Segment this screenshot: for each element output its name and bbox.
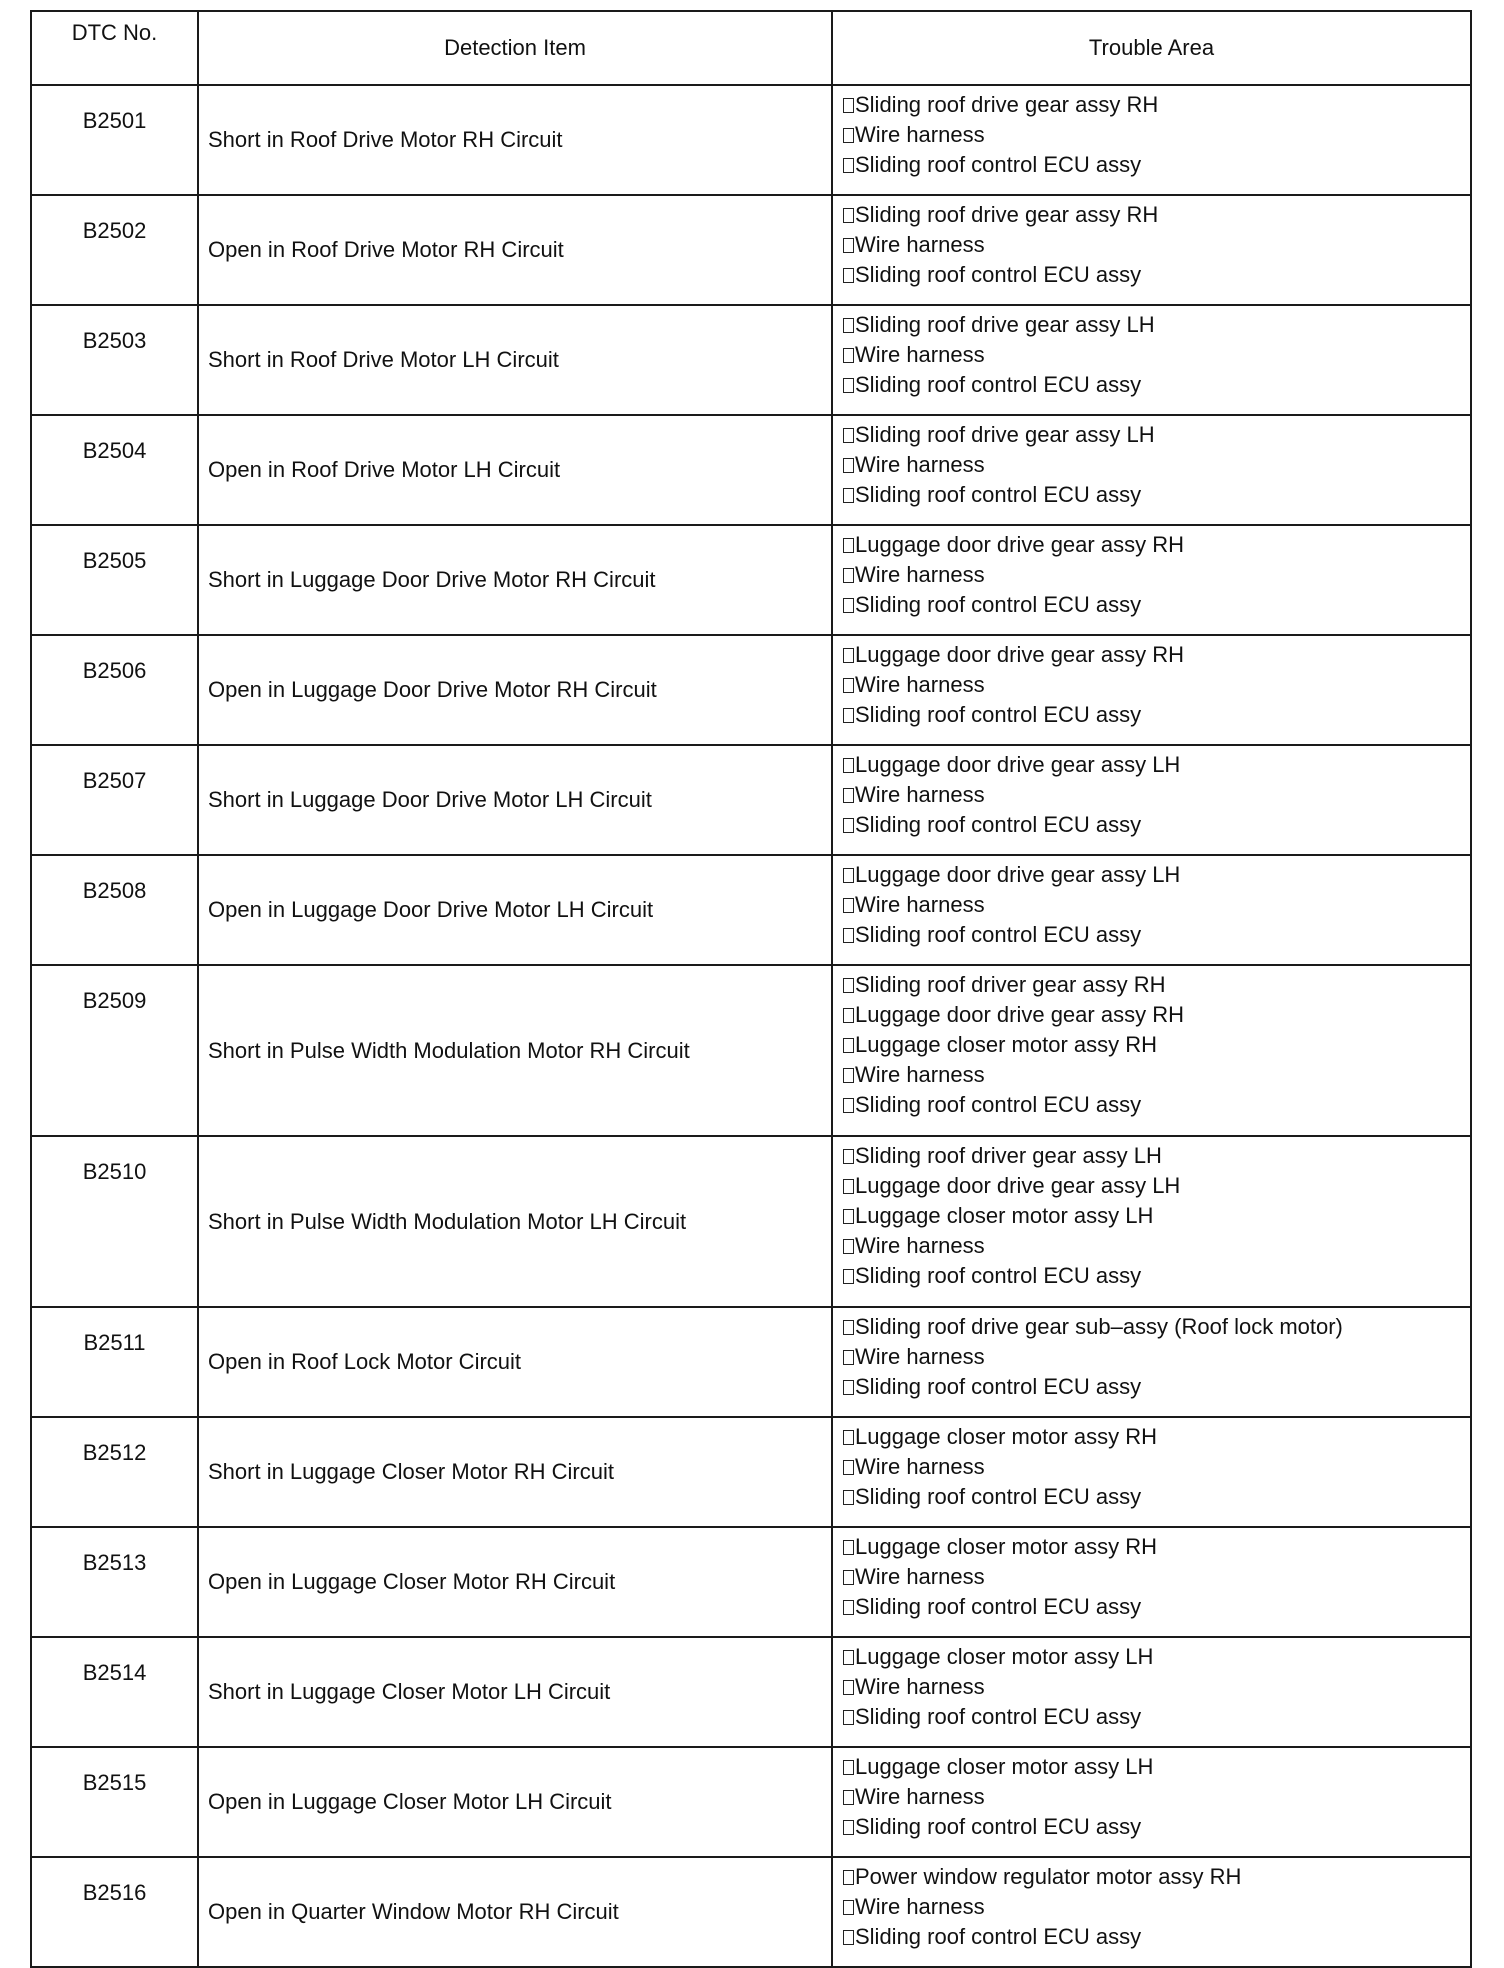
table-header [31, 11, 1471, 85]
trouble-area-text: Luggage closer motor assy RH [855, 1424, 1158, 1449]
detection-item-cell: Short in Pulse Width Modulation Motor RH Circuit [198, 965, 832, 1136]
trouble-area-cell [832, 745, 1471, 855]
table-row [31, 635, 1471, 745]
trouble-area-text: Sliding roof drive gear sub–assy (Roof lock motor) [855, 1314, 1343, 1339]
trouble-area-line [843, 1000, 1470, 1030]
checkbox-square-icon [843, 1820, 854, 1835]
trouble-area-text: Sliding roof control ECU assy [855, 1814, 1142, 1839]
table-row [31, 1637, 1471, 1747]
detection-item-cell: Open in Roof Drive Motor LH Circuit [198, 415, 832, 525]
trouble-area-line [843, 1422, 1470, 1452]
checkbox-square-icon [843, 1320, 854, 1335]
trouble-area-text: Sliding roof control ECU assy [855, 1924, 1142, 1949]
trouble-area-text: Wire harness [855, 1894, 985, 1919]
table-row [31, 1747, 1471, 1857]
trouble-area-line [843, 230, 1470, 260]
checkbox-square-icon [843, 1380, 854, 1395]
checkbox-square-icon [843, 1930, 854, 1945]
checkbox-square-icon [843, 488, 854, 503]
trouble-area-text: Sliding roof control ECU assy [855, 1594, 1142, 1619]
detection-item-cell: Short in Luggage Door Drive Motor RH Circuit [198, 525, 832, 635]
checkbox-square-icon [843, 1540, 854, 1555]
checkbox-square-icon [843, 378, 854, 393]
table-row [31, 1307, 1471, 1417]
checkbox-square-icon [843, 98, 854, 113]
table-row [31, 415, 1471, 525]
trouble-area-text: Sliding roof control ECU assy [855, 1374, 1142, 1399]
trouble-area-text: Wire harness [855, 1674, 985, 1699]
trouble-area-line [843, 780, 1470, 810]
trouble-area-cell [832, 1857, 1471, 1967]
checkbox-square-icon [843, 708, 854, 723]
checkbox-square-icon [843, 238, 854, 253]
checkbox-square-icon [843, 1269, 854, 1284]
checkbox-square-icon [843, 1008, 854, 1023]
trouble-area-text: Luggage door drive gear assy LH [855, 1173, 1181, 1198]
trouble-area-text: Sliding roof control ECU assy [855, 702, 1142, 727]
trouble-area-line [843, 370, 1470, 400]
dtc-code-cell: B2506 [31, 635, 198, 745]
checkbox-square-icon [843, 1570, 854, 1585]
trouble-area-line [843, 700, 1470, 730]
trouble-area-text: Sliding roof control ECU assy [855, 1092, 1142, 1117]
trouble-area-text: Luggage door drive gear assy LH [855, 862, 1181, 887]
trouble-area-text: Luggage closer motor assy LH [855, 1754, 1154, 1779]
trouble-area-line [843, 750, 1470, 780]
trouble-area-line [843, 1171, 1470, 1201]
trouble-area-line [843, 1922, 1470, 1952]
trouble-area-line [843, 200, 1470, 230]
trouble-area-text: Sliding roof control ECU assy [855, 1704, 1142, 1729]
detection-item-cell: Short in Pulse Width Modulation Motor LH Circuit [198, 1136, 832, 1307]
trouble-area-line [843, 1642, 1470, 1672]
trouble-area-cell [832, 635, 1471, 745]
checkbox-square-icon [843, 928, 854, 943]
trouble-area-line [843, 970, 1470, 1000]
trouble-area-line [843, 810, 1470, 840]
table-row [31, 525, 1471, 635]
trouble-area-cell [832, 1136, 1471, 1307]
trouble-area-line [843, 640, 1470, 670]
checkbox-square-icon [843, 758, 854, 773]
trouble-area-cell [832, 1417, 1471, 1527]
detection-item-cell: Open in Roof Drive Motor RH Circuit [198, 195, 832, 305]
trouble-area-text: Wire harness [855, 342, 985, 367]
trouble-area-text: Luggage closer motor assy LH [855, 1203, 1154, 1228]
dtc-code-cell: B2503 [31, 305, 198, 415]
trouble-area-line [843, 1782, 1470, 1812]
trouble-area-line [843, 1862, 1470, 1892]
checkbox-square-icon [843, 1900, 854, 1915]
trouble-area-text: Luggage closer motor assy RH [855, 1534, 1158, 1559]
trouble-area-cell [832, 855, 1471, 965]
trouble-area-line [843, 450, 1470, 480]
trouble-area-text: Sliding roof control ECU assy [855, 1484, 1142, 1509]
trouble-area-text: Sliding roof control ECU assy [855, 152, 1142, 177]
trouble-area-text: Wire harness [855, 782, 985, 807]
trouble-area-cell [832, 1637, 1471, 1747]
trouble-area-line [843, 1672, 1470, 1702]
detection-item-cell: Open in Roof Lock Motor Circuit [198, 1307, 832, 1417]
header-row [31, 11, 1471, 85]
trouble-area-line [843, 920, 1470, 950]
checkbox-square-icon [843, 678, 854, 693]
trouble-area-line [843, 1261, 1470, 1291]
trouble-area-line [843, 1482, 1470, 1512]
checkbox-square-icon [843, 1790, 854, 1805]
trouble-area-text: Sliding roof drive gear assy LH [855, 422, 1155, 447]
checkbox-square-icon [843, 1239, 854, 1254]
checkbox-square-icon [843, 1650, 854, 1665]
trouble-area-line [843, 1090, 1470, 1120]
trouble-area-line [843, 670, 1470, 700]
trouble-area-text: Wire harness [855, 1344, 985, 1369]
trouble-area-line [843, 1342, 1470, 1372]
detection-item-cell: Open in Quarter Window Motor RH Circuit [198, 1857, 832, 1967]
checkbox-square-icon [843, 428, 854, 443]
trouble-area-line [843, 340, 1470, 370]
trouble-area-text: Wire harness [855, 1784, 985, 1809]
detection-item-cell: Open in Luggage Door Drive Motor RH Circuit [198, 635, 832, 745]
trouble-area-line [843, 420, 1470, 450]
trouble-area-line [843, 530, 1470, 560]
trouble-area-text: Sliding roof control ECU assy [855, 922, 1142, 947]
trouble-area-line [843, 1312, 1470, 1342]
detection-item-cell: Open in Luggage Closer Motor LH Circuit [198, 1747, 832, 1857]
trouble-area-text: Sliding roof control ECU assy [855, 482, 1142, 507]
dtc-code-cell: B2510 [31, 1136, 198, 1307]
trouble-area-text: Sliding roof control ECU assy [855, 262, 1142, 287]
trouble-area-text: Sliding roof drive gear assy LH [855, 312, 1155, 337]
table-body [31, 85, 1471, 1967]
trouble-area-line [843, 120, 1470, 150]
detection-item-cell: Short in Luggage Closer Motor LH Circuit [198, 1637, 832, 1747]
checkbox-square-icon [843, 538, 854, 553]
trouble-area-text: Wire harness [855, 122, 985, 147]
header-trouble-area: Trouble Area [832, 11, 1471, 85]
trouble-area-text: Sliding roof control ECU assy [855, 372, 1142, 397]
trouble-area-text: Sliding roof drive gear assy RH [855, 92, 1159, 117]
trouble-area-line [843, 1141, 1470, 1171]
header-dtc-no: DTC No. [31, 11, 198, 85]
trouble-area-line [843, 1231, 1470, 1261]
trouble-area-text: Wire harness [855, 1454, 985, 1479]
dtc-code-cell: B2511 [31, 1307, 198, 1417]
detection-item-cell: Short in Roof Drive Motor RH Circuit [198, 85, 832, 195]
trouble-area-line [843, 480, 1470, 510]
detection-item-cell: Short in Roof Drive Motor LH Circuit [198, 305, 832, 415]
detection-item-cell: Short in Luggage Closer Motor RH Circuit [198, 1417, 832, 1527]
table-row [31, 195, 1471, 305]
trouble-area-text: Sliding roof control ECU assy [855, 592, 1142, 617]
trouble-area-text: Wire harness [855, 1564, 985, 1589]
dtc-code-cell: B2515 [31, 1747, 198, 1857]
dtc-code-cell: B2512 [31, 1417, 198, 1527]
checkbox-square-icon [843, 868, 854, 883]
table-row [31, 305, 1471, 415]
checkbox-square-icon [843, 1098, 854, 1113]
trouble-area-text: Luggage door drive gear assy RH [855, 1002, 1184, 1027]
trouble-area-text: Luggage closer motor assy RH [855, 1032, 1158, 1057]
checkbox-square-icon [843, 1760, 854, 1775]
dtc-code-cell: B2504 [31, 415, 198, 525]
trouble-area-line [843, 260, 1470, 290]
checkbox-square-icon [843, 788, 854, 803]
checkbox-square-icon [843, 1068, 854, 1083]
checkbox-square-icon [843, 1870, 854, 1885]
trouble-area-line [843, 1030, 1470, 1060]
table-row [31, 1857, 1471, 1967]
checkbox-square-icon [843, 978, 854, 993]
trouble-area-text: Wire harness [855, 1062, 985, 1087]
checkbox-square-icon [843, 1600, 854, 1615]
checkbox-square-icon [843, 348, 854, 363]
dtc-code-cell: B2507 [31, 745, 198, 855]
trouble-area-line [843, 1562, 1470, 1592]
table-row [31, 965, 1471, 1136]
checkbox-square-icon [843, 458, 854, 473]
checkbox-square-icon [843, 1710, 854, 1725]
trouble-area-line [843, 860, 1470, 890]
trouble-area-text: Sliding roof control ECU assy [855, 1263, 1142, 1288]
trouble-area-text: Wire harness [855, 672, 985, 697]
checkbox-square-icon [843, 1680, 854, 1695]
checkbox-square-icon [843, 208, 854, 223]
checkbox-square-icon [843, 568, 854, 583]
checkbox-square-icon [843, 1350, 854, 1365]
trouble-area-text: Luggage closer motor assy LH [855, 1644, 1154, 1669]
trouble-area-line [843, 590, 1470, 620]
checkbox-square-icon [843, 1179, 854, 1194]
trouble-area-line [843, 1201, 1470, 1231]
trouble-area-text: Sliding roof drive gear assy RH [855, 202, 1159, 227]
trouble-area-cell [832, 85, 1471, 195]
checkbox-square-icon [843, 818, 854, 833]
trouble-area-cell [832, 305, 1471, 415]
trouble-area-text: Luggage door drive gear assy RH [855, 642, 1184, 667]
dtc-code-cell: B2505 [31, 525, 198, 635]
trouble-area-line [843, 1372, 1470, 1402]
trouble-area-line [843, 1812, 1470, 1842]
trouble-area-cell [832, 525, 1471, 635]
checkbox-square-icon [843, 1149, 854, 1164]
header-detection-item: Detection Item [198, 11, 832, 85]
dtc-code-cell: B2514 [31, 1637, 198, 1747]
checkbox-square-icon [843, 648, 854, 663]
checkbox-square-icon [843, 1430, 854, 1445]
trouble-area-line [843, 1892, 1470, 1922]
trouble-area-text: Power window regulator motor assy RH [855, 1864, 1242, 1889]
trouble-area-line [843, 1752, 1470, 1782]
checkbox-square-icon [843, 318, 854, 333]
trouble-area-text: Wire harness [855, 452, 985, 477]
trouble-area-cell [832, 1527, 1471, 1637]
trouble-area-cell [832, 415, 1471, 525]
trouble-area-cell [832, 1307, 1471, 1417]
detection-item-cell: Open in Luggage Closer Motor RH Circuit [198, 1527, 832, 1637]
checkbox-square-icon [843, 268, 854, 283]
trouble-area-text: Sliding roof control ECU assy [855, 812, 1142, 837]
table-row [31, 855, 1471, 965]
dtc-code-cell: B2513 [31, 1527, 198, 1637]
table-row [31, 1136, 1471, 1307]
trouble-area-line [843, 1452, 1470, 1482]
checkbox-square-icon [843, 128, 854, 143]
checkbox-square-icon [843, 898, 854, 913]
trouble-area-line [843, 150, 1470, 180]
dtc-code-cell: B2509 [31, 965, 198, 1136]
trouble-area-text: Wire harness [855, 1233, 985, 1258]
trouble-area-text: Sliding roof driver gear assy RH [855, 972, 1166, 997]
trouble-area-text: Wire harness [855, 232, 985, 257]
checkbox-square-icon [843, 1209, 854, 1224]
dtc-code-cell: B2516 [31, 1857, 198, 1967]
table-row [31, 1527, 1471, 1637]
trouble-area-line [843, 1702, 1470, 1732]
table-row [31, 1417, 1471, 1527]
dtc-code-cell: B2501 [31, 85, 198, 195]
detection-item-cell: Short in Luggage Door Drive Motor LH Circuit [198, 745, 832, 855]
checkbox-square-icon [843, 158, 854, 173]
table-row [31, 85, 1471, 195]
trouble-area-line [843, 1532, 1470, 1562]
trouble-area-text: Sliding roof driver gear assy LH [855, 1143, 1162, 1168]
table-row [31, 745, 1471, 855]
trouble-area-line [843, 1060, 1470, 1090]
trouble-area-line [843, 310, 1470, 340]
trouble-area-cell [832, 195, 1471, 305]
dtc-code-cell: B2508 [31, 855, 198, 965]
checkbox-square-icon [843, 1038, 854, 1053]
trouble-area-text: Luggage door drive gear assy RH [855, 532, 1184, 557]
dtc-table [30, 10, 1472, 1968]
trouble-area-cell [832, 965, 1471, 1136]
trouble-area-line [843, 90, 1470, 120]
trouble-area-text: Wire harness [855, 892, 985, 917]
trouble-area-line [843, 1592, 1470, 1622]
trouble-area-text: Luggage door drive gear assy LH [855, 752, 1181, 777]
checkbox-square-icon [843, 598, 854, 613]
trouble-area-text: Wire harness [855, 562, 985, 587]
trouble-area-line [843, 560, 1470, 590]
checkbox-square-icon [843, 1490, 854, 1505]
trouble-area-line [843, 890, 1470, 920]
detection-item-cell: Open in Luggage Door Drive Motor LH Circuit [198, 855, 832, 965]
trouble-area-cell [832, 1747, 1471, 1857]
dtc-code-cell: B2502 [31, 195, 198, 305]
checkbox-square-icon [843, 1460, 854, 1475]
